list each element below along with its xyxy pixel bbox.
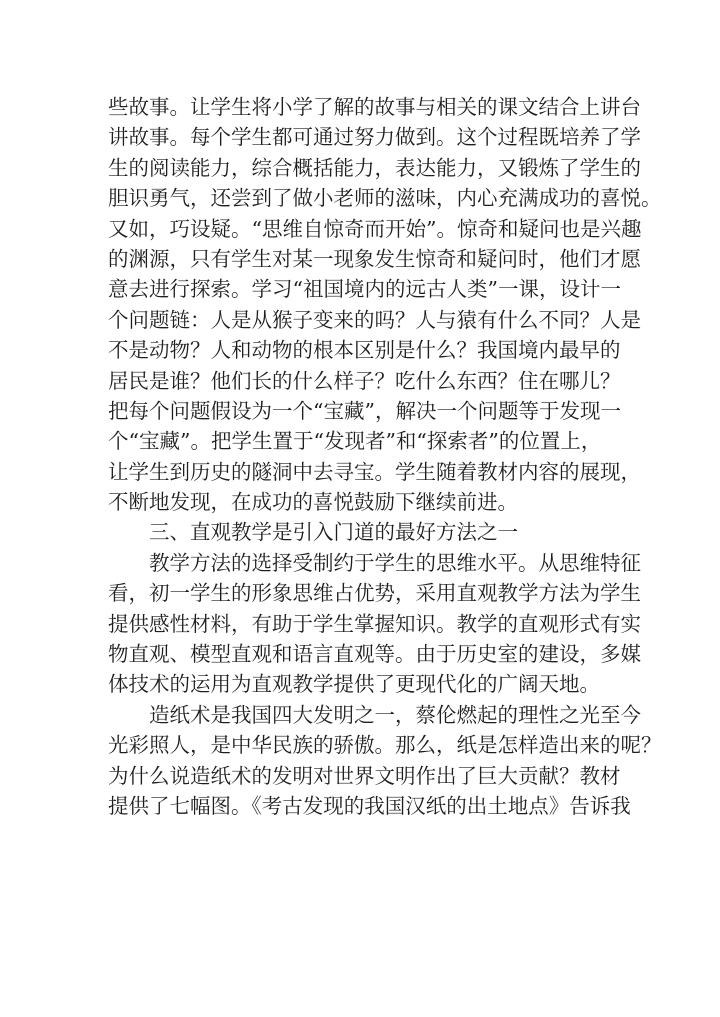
- text-line: 胆识勇气，还尝到了做小老师的滋味，内心充满成功的喜悦。: [108, 186, 662, 211]
- text-line: 提供了七幅图。《考古发现的我国汉纸的出土地点》告诉我: [108, 793, 631, 818]
- text-line: 不是动物？人和动物的根本区别是什么？我国境内最早的: [108, 338, 621, 363]
- text-line: 又如，巧设疑。“思维自惊奇而开始”。惊奇和疑问也是兴趣: [108, 216, 642, 241]
- text-line: 的渊源，只有学生对某一现象发生惊奇和疑问时，他们才愿: [108, 246, 641, 271]
- text-line: 教学方法的选择受制约于学生的思维水平。从思维特征: [149, 550, 641, 575]
- text-line: 提供感性材料，有助于学生掌握知识。教学的直观形式有实: [108, 611, 641, 636]
- text-line: 讲故事。每个学生都可通过努力做到。这个过程既培养了学: [108, 125, 641, 150]
- text-line: 看，初一学生的形象思维占优势，采用直观教学方法为学生: [108, 581, 641, 606]
- body-text: [108, 92, 662, 821]
- text-line: 生的阅读能力，综合概括能力，表达能力，又锻炼了学生的: [108, 155, 641, 180]
- text-line: 不断地发现，在成功的喜悦鼓励下继续前进。: [108, 490, 518, 515]
- text-line: 意去进行探索。学习“祖国境内的远古人类”一课，设计一: [108, 277, 621, 302]
- text-line: 个“宝藏”。把学生置于“发现者”和“探索者”的位置上，: [108, 429, 602, 454]
- text-line: 个问题链：人是从猴子变来的吗？人与猿有什么不同？人是: [108, 307, 641, 332]
- text-line: 体技术的运用为直观教学提供了更现代化的广阔天地。: [108, 672, 600, 697]
- text-line: 光彩照人，是中华民族的骄傲。那么，纸是怎样造出来的呢？: [108, 733, 662, 758]
- text-line: 造纸术是我国四大发明之一，蔡伦燃起的理性之光至今: [149, 702, 641, 727]
- text-line: 居民是谁？他们长的什么样子？吃什么东西？住在哪儿？: [108, 368, 621, 393]
- text-line: 把每个问题假设为一个“宝藏”，解决一个问题等于发现一: [108, 398, 621, 423]
- text-line: 些故事。让学生将小学了解的故事与相关的课文结合上讲台: [108, 95, 641, 119]
- text-line: 让学生到历史的隧洞中去寻宝。学生随着教材内容的展现，: [108, 459, 641, 484]
- section-heading: 三、直观教学是引入门道的最好方法之一: [149, 520, 518, 545]
- text-line: 物直观、模型直观和语言直观等。由于历史室的建设，多媒: [108, 642, 641, 667]
- text-line: 为什么说造纸术的发明对世界文明作出了巨大贡献？教材: [108, 763, 621, 788]
